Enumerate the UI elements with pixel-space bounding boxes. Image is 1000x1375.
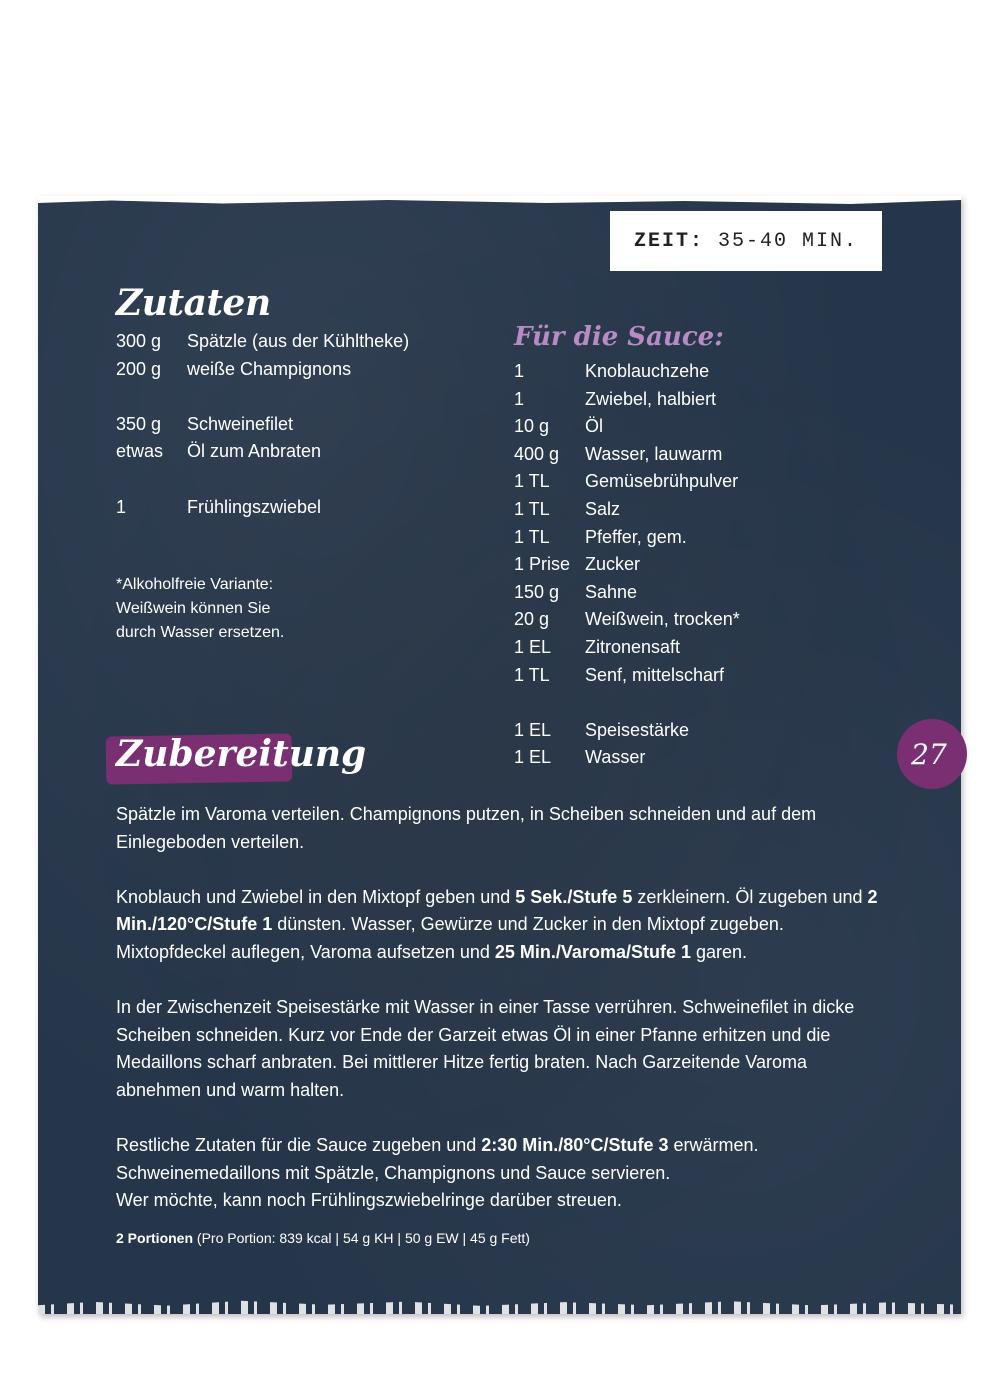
sauce-ingredient-list [514,358,740,772]
list-item: etwas Öl zum Anbraten [116,441,322,462]
time-label: ZEIT: [633,229,704,253]
list-item: 300 g Spätzle (aus der Kühltheke) [116,331,410,351]
time-label-box [610,211,882,271]
torn-edge-bottom [38,1292,961,1314]
list-item: 20 g Weißwein, trocken* [514,609,740,630]
list-item: 1 EL Speisestärke [514,719,690,740]
page-number-badge: 27 [897,719,967,789]
step-paragraph: Spätzle im Varoma verteilen. Champignons putzen, in Scheiben schneiden und auf dem Einlegeboden verteilen. [116,804,817,852]
list-item: 400 g Wasser, lauwarm [514,443,723,464]
main-ingredient-list [116,328,409,521]
list-item: 1 Zwiebel, halbiert [514,388,717,409]
ingredients-heading: Zutaten [116,282,271,324]
alcohol-free-note: *Alkoholfreie Variante: Weißwein können Sie durch Wasser ersetzen. [116,576,285,641]
list-item: 1 Knoblauchzehe [514,361,710,381]
list-spacer [514,689,740,717]
step-paragraph: Knoblauch und Zwiebel in den Mixtopf geben und 5 Sek./Stufe 5 zerkleinern. Öl zugeben und 2 Min./120°C/Stufe 1 dünsten. Wasser, Gewürze und Zucker in den Mixtopf zugeben. Mixtopfdeckel auflegen, Varoma aufsetzen und 25 Min./Varoma/Stufe 1 garen. [116,886,878,962]
list-item: 200 g weiße Champignons [116,358,352,379]
list-item: 1 Prise Zucker [514,554,641,575]
list-item: 10 g Öl [514,416,603,437]
list-item: 150 g Sahne [514,581,638,602]
list-item: 350 g Schweinefilet [116,413,294,434]
preparation-steps [116,801,886,1243]
preparation-heading: Zubereitung [116,733,367,775]
torn-edge-top [38,196,961,206]
step-paragraph: Restliche Zutaten für die Sauce zugeben und 2:30 Min./80°C/Stufe 3 erwärmen. Schweinemedaillons mit Spätzle, Champignons und Sauce servieren. Wer möchte, kann noch Frühlingszwiebelringe darüber streuen. [116,1135,759,1211]
list-item: 1 TL Gemüsebrühpulver [514,471,739,492]
list-item: 1 TL Pfeffer, gem. [514,526,687,547]
step-paragraph: In der Zwischenzeit Speisestärke mit Wasser in einer Tasse verrühren. Schweinefilet in dicke Scheiben schneiden. Kurz vor Ende der Garzeit etwas Öl in einer Pfanne erhitzen und die Medaillons scharf anbraten. Bei mittlerer Hitze fertig braten. Nach Garzeitende Varoma abnehmen und warm halten. [116,997,855,1100]
time-value: 35-40 MIN. [717,229,859,253]
list-item: 1 EL Wasser [514,747,646,768]
list-item: 1 EL Zitronensaft [514,636,681,657]
list-spacer [116,383,409,411]
portions-info: 2 Portionen (Pro Portion: 839 kcal | 54 g KH | 50 g EW | 45 g Fett) [116,1230,530,1246]
list-item: 1 TL Salz [514,498,621,519]
list-item: 1 TL Senf, mittelscharf [514,664,725,685]
sauce-heading: Für die Sauce: [514,322,724,352]
list-spacer [116,466,409,494]
list-item: 1 Frühlingszwiebel [116,496,322,517]
